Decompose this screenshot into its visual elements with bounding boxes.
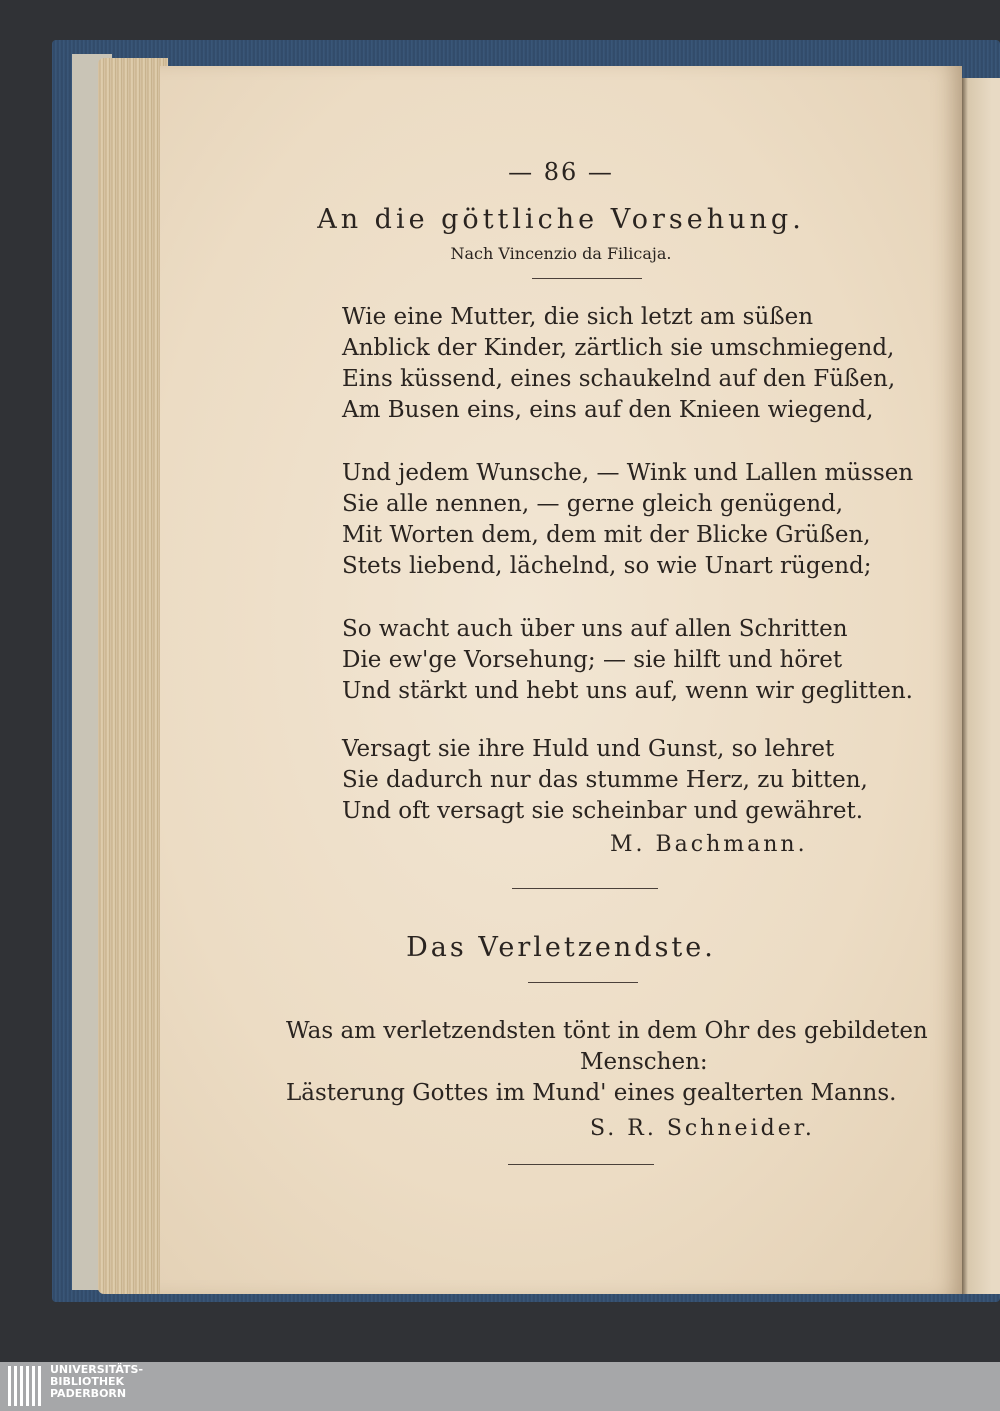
stanza-2 [342,458,913,582]
verse-line: Lästerung Gottes im Mund' eines gealterten Manns. [286,1080,897,1106]
poem-subtitle: Nach Vincenzio da Filicaja. [450,244,672,263]
verse-line: Menschen: [580,1049,708,1075]
page-number: — 86 — [508,158,614,186]
verse-line: Und jedem Wunsche, — Wink und Lallen müssen [342,460,914,486]
epigram-body [286,1016,928,1109]
verse-line: Eins küssend, eines schaukelnd auf den Füßen, [342,366,896,392]
end-rule [508,1164,654,1165]
verse-line: Am Busen eins, eins auf den Knieen wiegend, [342,397,874,423]
library-name [50,1364,143,1400]
stanza-1 [342,302,895,426]
title-rule [532,278,642,279]
stanza-4 [342,734,868,827]
library-name-line: PADERBORN [50,1387,127,1400]
poem-title: An die göttliche Vorsehung. [317,204,805,235]
section-divider [512,888,658,889]
title-rule [528,982,638,983]
facing-page-edge [962,78,1000,1294]
verse-line: Und stärkt und hebt uns auf, wenn wir geglitten. [342,678,913,704]
verse-line: Mit Worten dem, dem mit der Blicke Grüßen, [342,522,871,548]
poem-author: M. Bachmann. [610,832,808,857]
library-name-line: BIBLIOTHEK [50,1375,125,1388]
library-logo-icon [6,1362,46,1411]
library-name-line: UNIVERSITÄTS- [50,1363,144,1376]
verse-line: Sie alle nennen, — gerne gleich genügend, [342,491,844,517]
verse-line: Stets liebend, lächelnd, so wie Unart rügend; [342,553,872,579]
epigram-author: S. R. Schneider. [590,1116,815,1141]
epigram-title: Das Verletzendste. [406,932,716,963]
verse-line: Und oft versagt sie scheinbar und gewähret. [342,798,864,824]
verse-line: So wacht auch über uns auf allen Schritten [342,616,848,642]
verse-line: Was am verletzendsten tönt in dem Ohr des gebildeten [286,1018,928,1044]
stanza-3 [342,614,913,707]
verse-line: Die ew'ge Vorsehung; — sie hilft und höret [342,647,843,673]
verse-line: Versagt sie ihre Huld und Gunst, so lehret [342,736,835,762]
library-footer [0,1362,1000,1411]
verse-line: Sie dadurch nur das stumme Herz, zu bitten, [342,767,868,793]
verse-line: Anblick der Kinder, zärtlich sie umschmiegend, [342,335,895,361]
page-edges [98,58,168,1294]
verse-line: Wie eine Mutter, die sich letzt am süßen [342,304,814,330]
book-page [160,66,962,1294]
